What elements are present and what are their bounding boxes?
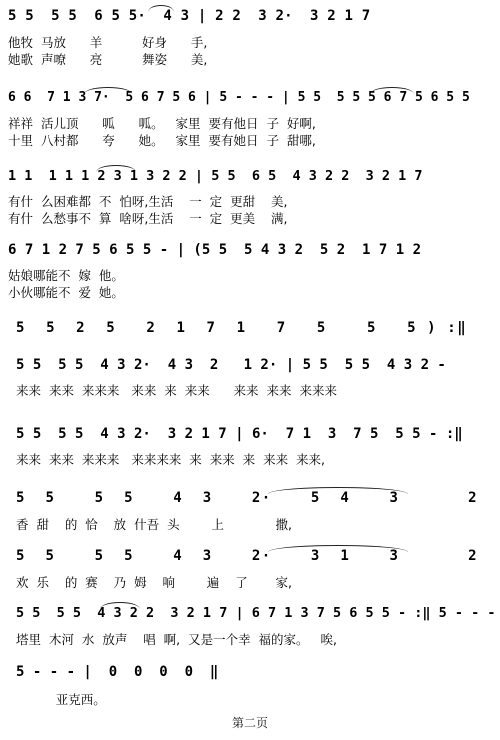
lyric-line-8: 香 甜 的 恰 放 什吾 头 上 撒, [16, 517, 292, 532]
notes-line-4: 6 7 1 2 7 5 6 5 5 - | (5 5 5 4 3 2 5 2 1 7 1 2 [8, 242, 422, 258]
lyric-line-3-b: 有什 么愁事不 算 啥呀,生活 一 定 更美 满, [8, 211, 288, 226]
lyric-line-3-a: 有什 么困难都 不 怕呀,生活 一 定 更甜 美, [8, 194, 288, 209]
lyric-line-11: 亚克西。 [16, 692, 106, 707]
notes-line-11: 5 - - - | 0 0 0 0 ‖ [16, 664, 219, 680]
lyric-line-1-b: 她歌 声嘹 亮 舞姿 美, [8, 52, 208, 67]
slur-mark [268, 487, 408, 494]
lyric-line-9: 欢 乐 的 赛 乃 姆 响 遍 了 家, [16, 575, 292, 590]
lyric-line-6: 来来 来来 来来来 来来 来 来来 来来 来来 来来来 [16, 383, 337, 398]
lyric-line-2-b: 十里 八村都 夸 她。 家里 要有她日 子 甜哪, [8, 133, 316, 148]
lyric-line-4-a: 姑娘哪能不 嫁 他。 [8, 268, 124, 283]
notes-line-1: 5 5 5 5 6 5 5· 4 3 | 2 2 3 2· 3 2 1 7 [8, 8, 371, 24]
slur-mark [100, 602, 140, 609]
lyric-line-2-a: 祥祥 活儿顶 呱 呱。 家里 要有他日 子 好啊, [8, 116, 316, 131]
slur-mark [370, 87, 414, 94]
notes-line-2: 6 6 7 1 3 7· 5 6 7 5 6 | 5 - - - | 5 5 5 5 5 6 7 5 6 5 5 [8, 90, 470, 105]
notes-line-3: 1 1 1 1 1 2 3 1 3 2 2 | 5 5 6 5 4 3 2 2 3 2 1 7 [8, 168, 423, 184]
notes-line-10: 5 5 5 5 4 3 2 2 3 2 1 7 | 6 7 1 3 7 5 6 5 5 - :‖ 5 - - - [16, 605, 496, 621]
notes-line-6: 5 5 5 5 4 3 2· 4 3 2 1 2· | 5 5 5 5 4 3 2 - [16, 357, 446, 373]
lyric-line-7: 来来 来来 来来来 来来来来 来 来来 来 来来 来来, [16, 452, 326, 467]
page-number: 第二页 [231, 716, 268, 730]
notes-line-5: 5 5 2 5 2 1 7 1 7 5 5 5 ) :‖ [16, 320, 468, 336]
lyric-line-1-a: 他牧 马放 羊 好身 手, [8, 35, 208, 50]
lyric-line-4-b: 小伙哪能不 爱 她。 [8, 285, 124, 300]
notes-line-8: 5 5 5 5 4 3 2· 5 4 3 2 [16, 490, 478, 506]
slur-mark [148, 5, 174, 12]
slur-mark [268, 545, 408, 552]
slur-mark [96, 165, 136, 172]
slur-mark [84, 87, 132, 94]
notes-line-7: 5 5 5 5 4 3 2· 3 2 1 7 | 6· 7 1 3 7 5 5 5 - :‖ [16, 426, 463, 442]
notes-line-9: 5 5 5 5 4 3 2· 3 1 3 2 [16, 548, 478, 564]
lyric-line-10: 塔里 木河 水 放声 唱 啊, 又是一个幸 福的家。 唉, [16, 632, 337, 647]
